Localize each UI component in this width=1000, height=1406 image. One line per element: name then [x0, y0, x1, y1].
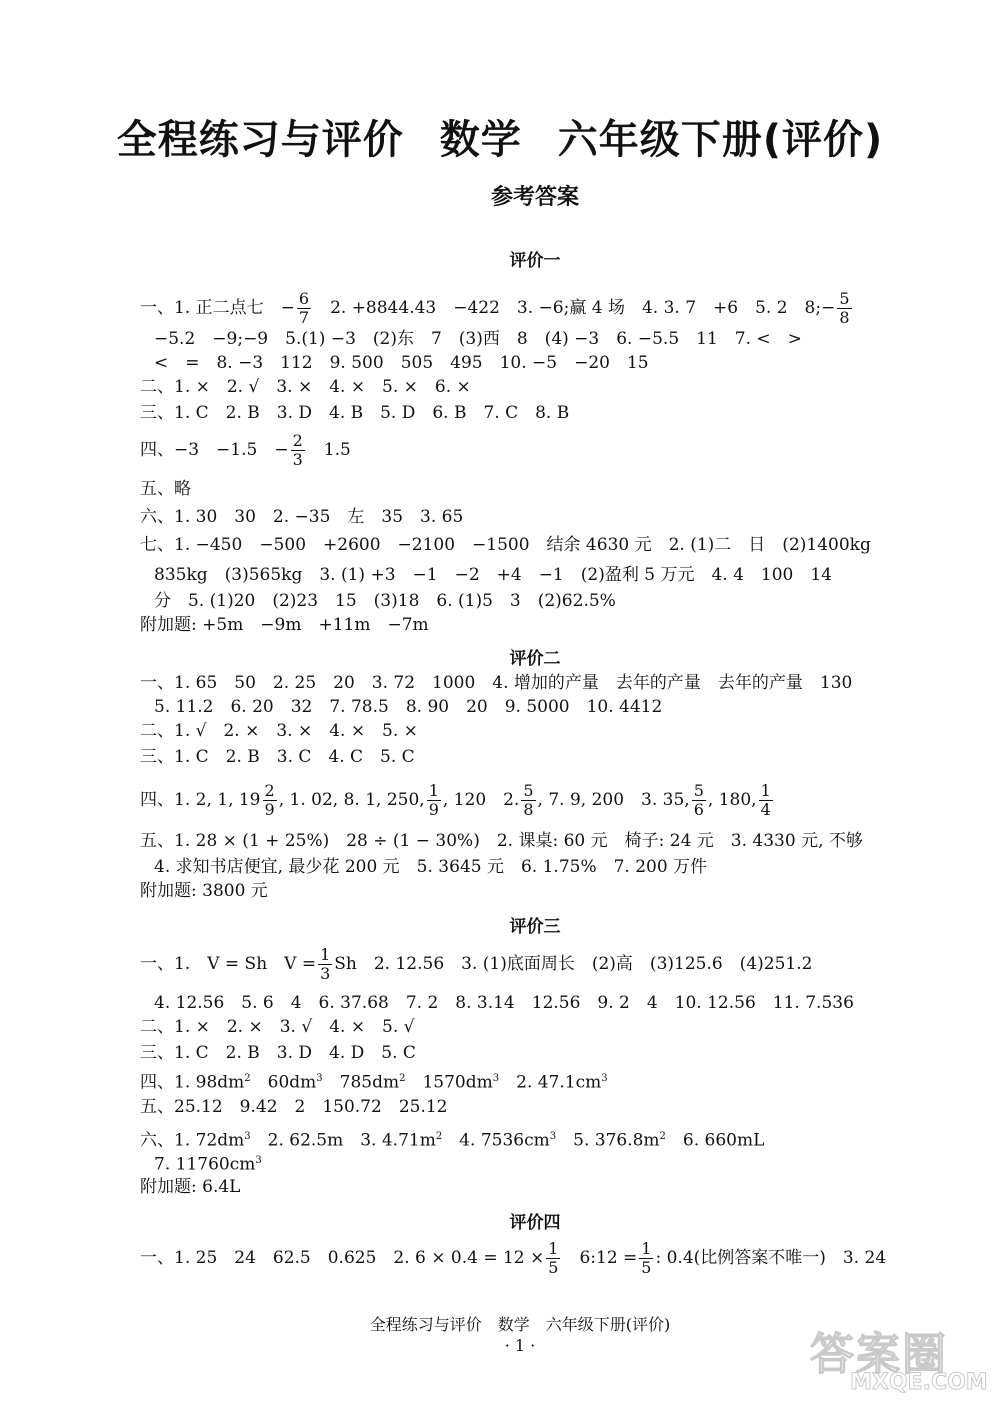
subtitle: 参考答案 — [490, 185, 579, 210]
fraction: $\frac{5}{6}$ — [693, 781, 704, 819]
fraction: $\frac{1}{5}$ — [641, 1239, 652, 1277]
answer-line: 五、略 — [140, 479, 191, 499]
fraction: $\frac{2}{9}$ — [264, 781, 275, 819]
title-subject: 数学 — [439, 117, 522, 163]
fraction: $\frac{5}{8}$ — [523, 781, 534, 819]
section-heading-3: 评价三 — [509, 917, 561, 937]
answer-line: 一、1. 25 24 62.5 0.625 2. 6 × 0.4 = 12 × $\frac{1}{5}$ 6:12 = $\frac{1}{5}$ : 0.4(比例答案不唯一) 3. 24 — [140, 1239, 887, 1277]
watermark-url: MXQE.COM — [850, 1370, 988, 1395]
fraction: $\frac{5}{8}$ — [839, 289, 850, 327]
answer-line: 四、1. 2, 1, 19 $\frac{2}{9}$ , 1. 02, 8. 1, 250, $\frac{1}{9}$ , 120 2. $\frac{5}{8}$ , 7. 9, 200 3. 35, $\frac{5}{6}$ , 180, $\frac{1}{4}$ — [140, 781, 771, 819]
answer-line: 一、1. V = Sh V = $\frac{1}{3}$ Sh 2. 12.56 3. (1)底面周长 (2)高 (3)125.6 (4)251.2 — [140, 945, 813, 983]
answer-line: 四、−3 −1.5 − $\frac{2}{3}$ 1.5 — [140, 431, 351, 469]
answer-line: 三、1. C 2. B 3. C 4. C 5. C — [140, 747, 415, 767]
answer-line: 附加题: 6.4L — [140, 1177, 241, 1197]
page-number: · 1 · — [504, 1336, 536, 1355]
answer-line: 附加题: +5m −9m +11m −7m — [140, 615, 429, 635]
answer-line: 4. 12.56 5. 6 4 6. 37.68 7. 2 8. 3.14 12.56 9. 2 4 10. 12.56 11. 7.536 — [154, 993, 854, 1013]
answer-line: 附加题: 3800 元 — [140, 881, 268, 901]
fraction: $\frac{1}{3}$ — [320, 945, 331, 983]
answer-line: 五、25.12 9.42 2 150.72 25.12 — [140, 1097, 448, 1117]
answer-line: 二、1. × 2. × 3. √ 4. × 5. √ — [140, 1017, 415, 1037]
answer-line: 一、1. 65 50 2. 25 20 3. 72 1000 4. 增加的产量 去年的产量 去年的产量 130 — [140, 673, 853, 693]
section-heading-2: 评价二 — [509, 649, 561, 669]
page-footer: 全程练习与评价 数学 六年级下册(评价) — [369, 1315, 671, 1334]
fraction: $\frac{1}{4}$ — [760, 781, 771, 819]
fraction: $\frac{1}{9}$ — [428, 781, 439, 819]
answer-line: 四、1. $98dm^2$ $60dm^3$ $785dm^2$ $1570dm^3$ 2. $47.1cm^3$ — [140, 1072, 608, 1093]
answer-line: 五、1. 28 × (1 + 25%) 28 ÷ (1 − 30%) 2. 课桌: 60 元 椅子: 24 元 3. 4330 元, 不够 — [140, 831, 863, 851]
answer-line: −5.2 −9;−9 5.(1) −3 (2)东 7 (3)西 8 (4) −3 6. −5.5 11 7. < > — [154, 329, 802, 349]
answer-line: 5. 11.2 6. 20 32 7. 78.5 8. 90 20 9. 5000 10. 4412 — [154, 697, 663, 717]
answer-line: 三、1. C 2. B 3. D 4. D 5. C — [140, 1043, 416, 1063]
fraction: $\frac{6}{7}$ — [298, 289, 310, 327]
title-book: 全程练习与评价 — [116, 117, 404, 163]
answer-line: 三、1. C 2. B 3. D 4. B 5. D 6. B 7. C 8. B — [140, 403, 570, 423]
answer-line: 二、1. √ 2. × 3. × 4. × 5. × — [140, 721, 418, 741]
watermark-text: 答案圈 — [810, 1329, 948, 1380]
answer-line: 分 5. (1)20 (2)23 15 (3)18 6. (1)5 3 (2)62.5% — [154, 591, 616, 611]
answer-line: < = 8. −3 112 9. 500 505 495 10. −5 −20 15 — [154, 353, 649, 373]
page-title — [0, 108, 1000, 165]
answer-line: 一、1. 正二点七 − $\frac{6}{7}$ 2. +8844.43 −422 3. −6;赢 4 场 4. 3. 7 +6 5. 2 8;− $\frac{5}{8}$ — [140, 289, 850, 327]
watermark-logo — [810, 1318, 995, 1398]
section-heading-4: 评价四 — [509, 1213, 561, 1233]
answer-line: 二、1. × 2. √ 3. × 4. × 5. × 6. × — [140, 377, 471, 397]
answer-line: 835kg (3)565kg 3. (1) +3 −1 −2 +4 −1 (2)盈利 5 万元 4. 4 100 14 — [154, 565, 832, 585]
answer-line: 4. 求知书店便宜, 最少花 200 元 5. 3645 元 6. 1.75% 7. 200 万件 — [154, 857, 708, 877]
answer-line: 六、1. $72dm^3$ 2. 62.5m 3. $4.71m^2$ 4. $7536cm^3$ 5. $376.8m^2$ 6. 660mL — [140, 1130, 765, 1151]
answer-line: 七、1. −450 −500 +2600 −2100 −1500 结余 4630 元 2. (1)二 日 (2)1400kg — [140, 535, 871, 555]
section-heading-1: 评价一 — [509, 251, 561, 271]
fraction: $\frac{2}{3}$ — [292, 431, 303, 469]
answer-line: 六、1. 30 30 2. −35 左 35 3. 65 — [140, 507, 464, 527]
answer-line: 7. $11760cm^3$ — [154, 1154, 262, 1175]
fraction: $\frac{1}{5}$ — [548, 1239, 559, 1277]
title-grade: 六年级下册(评价) — [557, 117, 884, 163]
